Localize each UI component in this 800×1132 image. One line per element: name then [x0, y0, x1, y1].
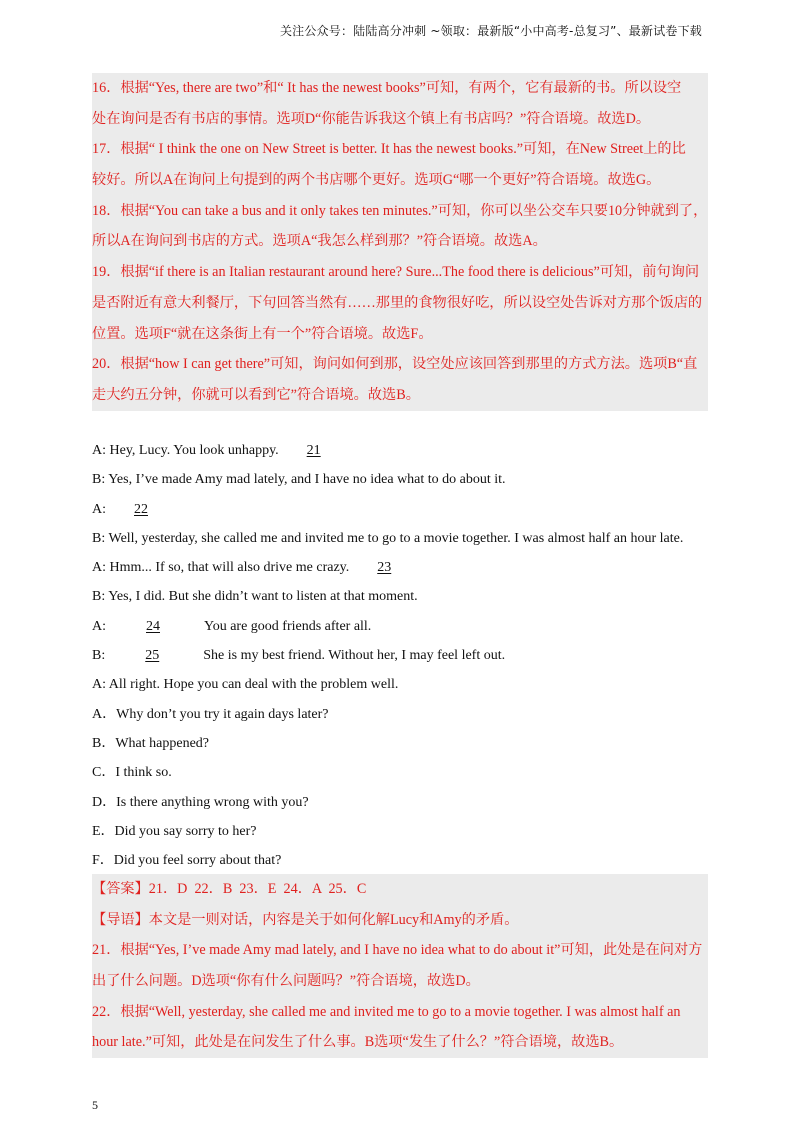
dialogue-line	[92, 553, 708, 582]
explanation-block-top	[92, 73, 708, 411]
dialogue-text: A: Hmm... If so, that will also drive me crazy.	[92, 560, 350, 576]
explanation-line: 处在询问是否有书店的事情。选项D“你能告诉我这个镇上有书店吗？”符合语境。故选D。	[92, 110, 651, 127]
dialogue-line	[92, 641, 708, 670]
option-item: B．What happened?	[92, 735, 210, 751]
answer-blank: 24	[146, 618, 160, 634]
page-number: 5	[92, 1098, 98, 1112]
explanation-line: 22．根据“Well, yesterday, she called me and invited me to go to a movie together. I was almost half an	[92, 1003, 681, 1020]
explanation-line: 17．根据“ I think the one on New Street is better. It has the newest books.”可知，在New Street上的比	[92, 141, 686, 158]
dialogue-text: A:	[92, 618, 106, 634]
answer-key-line: 【答案】21．D 22．B 23．E 24．A 25．C	[92, 881, 367, 897]
dialogue-text: B: Yes, I did. But she didn’t want to listen at that moment.	[92, 589, 418, 605]
explanation-line: 20．根据“how I can get there”可知，询问如何到那，设空处应该回答到那里的方式方法。选项B“直	[92, 356, 698, 373]
explanation-line: 较好。所以A在询问上句提到的两个书店哪个更好。选项G“哪一个更好”符合语境。故选G。	[92, 172, 661, 189]
explanation-line: 16．根据“Yes, there are two”和“ It has the newest books”可知，有两个，它有最新的书。所以设空	[92, 80, 682, 96]
dialogue-text: B:	[92, 648, 106, 664]
option-item: E．Did you say sorry to her?	[92, 823, 257, 839]
dialogue-line	[92, 582, 708, 611]
explanation-line: 21．根据“Yes, I’ve made Amy mad lately, and I have no idea what to do about it”可知，此处是在问对方	[92, 942, 703, 959]
dialogue-line	[92, 524, 708, 553]
dialogue-line	[92, 495, 708, 524]
explanation-line: hour late.”可知，此处是在问发生了什么事。B选项“发生了什么？”符合语境，故选B。	[92, 1034, 624, 1051]
dialogue-text: She is my best friend. Without her, I may feel left out.	[203, 648, 506, 664]
dialogue-line	[92, 670, 708, 699]
explanation-line: 是否附近有意大利餐厅，下句回答当然有……那里的食物很好吃，所以设空处告诉对方那个饭店的	[92, 294, 703, 311]
dialogue-line	[92, 436, 708, 465]
explanation-line: 出了什么问题。D选项“你有什么问题吗？”符合语境，故选D。	[92, 973, 480, 990]
dialogue-line	[92, 465, 708, 494]
dialogue-line	[92, 612, 708, 641]
dialogue-text: You are good friends after all.	[204, 618, 372, 634]
answer-blank: 21	[306, 443, 321, 458]
explanation-line: 所以A在询问到书店的方式。选项A“我怎么样到那？”符合语境。故选A。	[92, 233, 547, 250]
dialogue-text: A: All right. Hope you can deal with the problem well.	[92, 677, 399, 693]
option-item: F．Did you feel sorry about that?	[92, 853, 282, 869]
explanation-line: 【导语】本文是一则对话，内容是关于如何化解Lucy和Amy的矛盾。	[92, 911, 519, 928]
option-item: C．I think so.	[92, 765, 172, 781]
dialogue-text: A:	[92, 501, 106, 517]
explanation-line: 19．根据“if there is an Italian restaurant around here? Sure...The food there is delicious”可知，前句询问	[92, 264, 700, 281]
explanation-line: 走大约五分钟，你就可以看到它”符合语境。故选B。	[92, 386, 420, 403]
dialogue-text: A: Hey, Lucy. You look unhappy.	[92, 443, 279, 458]
answer-blank: 25	[145, 648, 160, 664]
dialogue-text: B: Yes, I’ve made Amy mad lately, and I have no idea what to do about it.	[92, 472, 506, 488]
answer-blank: 22	[134, 501, 148, 517]
explanation-line: 18．根据“You can take a bus and it only takes ten minutes.”可知，你可以坐公交车只要10分钟就到了，	[92, 202, 708, 219]
option-item: D．Is there anything wrong with you?	[92, 794, 309, 810]
dialogue-text: B: Well, yesterday, she called me and invited me to go to a movie together. I was almost half an hour late.	[92, 530, 684, 546]
option-item: A．Why don’t you try it again days later?	[92, 706, 329, 722]
dialogue-section	[92, 436, 708, 875]
answer-blank: 23	[377, 560, 392, 576]
explanation-block-bottom	[92, 874, 708, 1058]
explanation-line: 位置。选项F“就在这条街上有一个”符合语境。故选F。	[92, 325, 433, 342]
page-header: 关注公众号：陆陆高分冲刺 ~领取：最新版“小中高考-总复习”、最新试卷下载	[279, 24, 702, 38]
